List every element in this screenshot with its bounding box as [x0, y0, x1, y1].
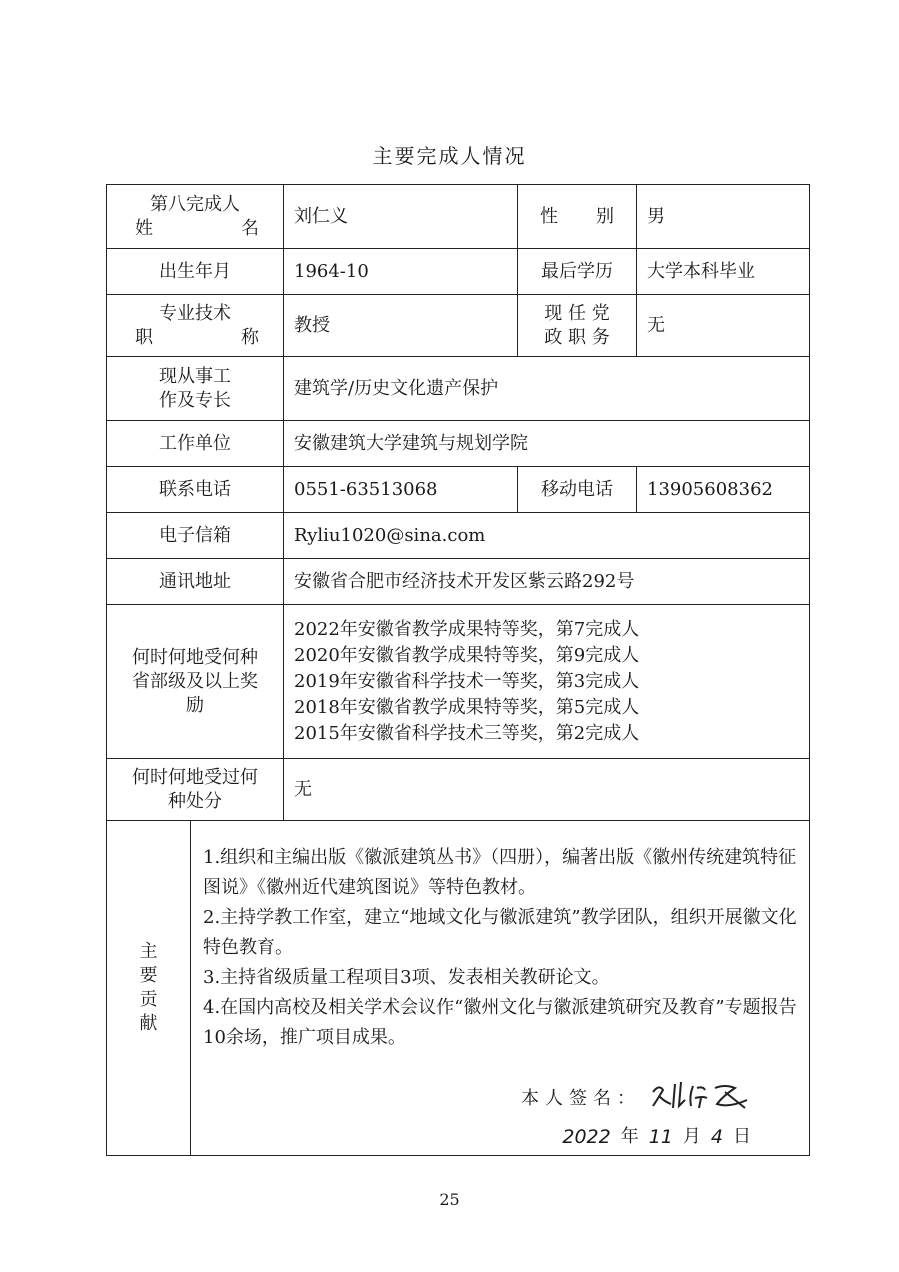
title-label: 专业技术 职 称 [107, 295, 284, 357]
party-value: 无 [637, 295, 810, 357]
award-item: 2022年安徽省教学成果特等奖，第7完成人 [294, 618, 640, 640]
row-email [107, 513, 810, 559]
row-contribution [107, 821, 810, 1156]
birth-label: 出生年月 [107, 249, 284, 295]
punishment-value: 无 [284, 759, 810, 821]
award-item: 2018年安徽省教学成果特等奖，第5完成人 [294, 696, 640, 718]
row-title [107, 295, 810, 357]
work-label: 现从事工 作及专长 [107, 357, 284, 421]
contribution-paragraph: 1.组织和主编出版《徽派建筑丛书》（四册），编著出版《徽州传统建筑特征图说》《徽州近代建筑图说》等特色教材。 [203, 847, 797, 898]
awards-list [284, 605, 810, 759]
birth-value: 1964-10 [284, 249, 518, 295]
row-awards [107, 605, 810, 759]
address-label: 通讯地址 [107, 559, 284, 605]
contribution-paragraph: 4.在国内高校及相关学术会议作“徽州文化与徽派建筑研究及教育”专题报告10余场，推广项目成果。 [203, 997, 797, 1048]
row-work [107, 357, 810, 421]
row-name [107, 185, 810, 249]
punishment-label: 何时何地受过何 种处分 [107, 759, 284, 821]
unit-value: 安徽建筑大学建筑与规划学院 [284, 421, 810, 467]
signature-date: 2022 年 11 月 4 日 [562, 1126, 751, 1148]
name-label: 第八完成人 姓 名 [107, 185, 284, 249]
education-value: 大学本科毕业 [637, 249, 810, 295]
personnel-form-table [106, 184, 810, 1156]
row-birth [107, 249, 810, 295]
contribution-label: 主 要 贡 献 [107, 821, 191, 1156]
handwritten-signature [649, 1078, 759, 1119]
phone-value: 0551-63513068 [284, 467, 518, 513]
row-punishment [107, 759, 810, 821]
work-value: 建筑学/历史文化遗产保护 [284, 357, 810, 421]
gender-value: 男 [637, 185, 810, 249]
education-label: 最后学历 [518, 249, 637, 295]
phone-label: 联系电话 [107, 467, 284, 513]
contribution-content [191, 821, 810, 1156]
unit-label: 工作单位 [107, 421, 284, 467]
mobile-label: 移动电话 [518, 467, 637, 513]
party-label: 现 任 党 政 职 务 [518, 295, 637, 357]
row-address [107, 559, 810, 605]
page-number: 25 [439, 1190, 460, 1209]
signature-line [521, 1078, 759, 1119]
award-item: 2020年安徽省教学成果特等奖，第9完成人 [294, 644, 640, 666]
email-value: Ryliu1020@sina.com [284, 513, 810, 559]
contribution-paragraph: 3.主持省级质量工程项目3项、发表相关教研论文。 [203, 967, 610, 988]
name-value: 刘仁义 [284, 185, 518, 249]
row-unit [107, 421, 810, 467]
contribution-paragraph: 2.主持学教工作室，建立“地域文化与徽派建筑”教学团队，组织开展徽文化特色教育。 [203, 907, 797, 958]
award-item: 2019年安徽省科学技术一等奖，第3完成人 [294, 670, 640, 692]
page-title: 主要完成人情况 [372, 144, 527, 168]
mobile-value: 13905608362 [637, 467, 810, 513]
gender-label: 性 别 [518, 185, 637, 249]
address-value: 安徽省合肥市经济技术开发区紫云路292号 [284, 559, 810, 605]
row-phone [107, 467, 810, 513]
title-value: 教授 [284, 295, 518, 357]
award-item: 2015年安徽省科学技术三等奖，第2完成人 [294, 722, 640, 744]
awards-label: 何时何地受何种 省部级及以上奖 励 [107, 605, 284, 759]
email-label: 电子信箱 [107, 513, 284, 559]
signature-label: 本人签名： [521, 1087, 641, 1109]
